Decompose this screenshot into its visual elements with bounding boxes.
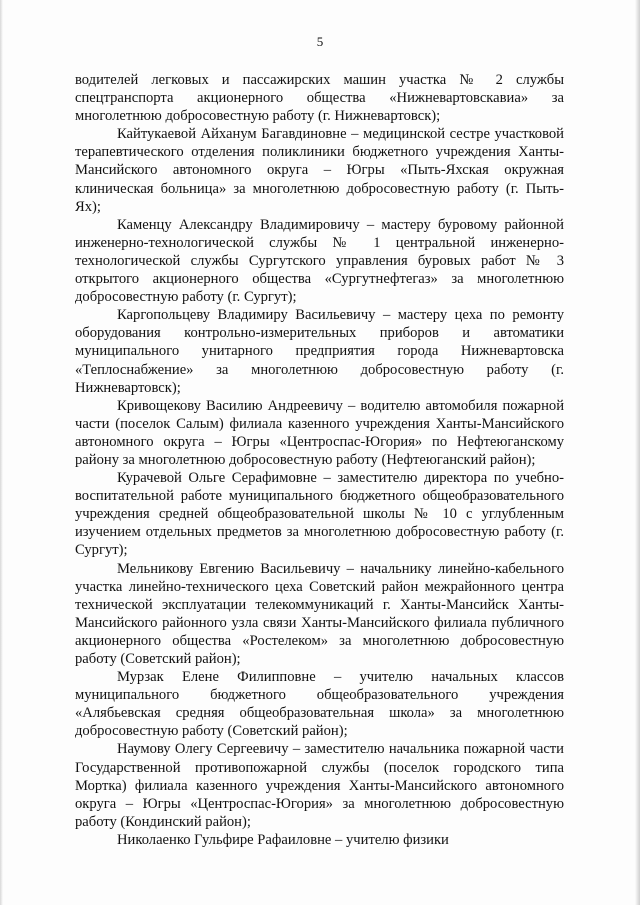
scan-edge-left — [0, 0, 3, 905]
document-body — [75, 71, 564, 849]
paragraph-kaitukaeva: Кайтукаевой Айханум Багавдиновне – медицинской сестре участковой терапевтического отделения поликлиники бюджетного учреждения Ханты-Мансийского автономного округа – Югры «Пыть-Яхская окружная клиническая больница» за многолетнюю добросовестную работу (г. Пыть-Ях); — [75, 126, 564, 215]
paragraph-krivoshchekov: Кривощекову Василию Андреевичу – водителю автомобиля пожарной части (поселок Салым) филиала казенного учреждения Ханты-Мансийского автономного округа – Югры «Центроспас-Югория» по Нефтеюганскому району за многолетнюю добросовестную работу (Нефтеюганский район); — [75, 397, 564, 468]
paragraph-naumov: Наумову Олегу Сергеевичу – заместителю начальника пожарной части Государственной противопожарной службы (поселок городского типа Мортка) филиала казенного учреждения Ханты-Мансийского автономного округа – Югры «Центроспас-Югория» за многолетнюю добросовестную работу (Кондинский район); — [75, 741, 564, 830]
paragraph-continuation: водителей легковых и пассажирских машин участка № 2 службы спецтранспорта акционерного общества «Нижневартовскавиа» за многолетнюю добросовестную работу (г. Нижневартовск); — [75, 72, 564, 125]
paragraph-kargopoltsev: Каргопольцеву Владимиру Васильевичу – мастеру цеха по ремонту оборудования контрольно-измерительных приборов и автоматики муниципального унитарного предприятия города Нижневартовска «Теплоснабжение» за многолетнюю добросовестную работу (г. Нижневартовск); — [75, 307, 564, 396]
paragraph-kamenets: Каменцу Александру Владимировичу – мастеру буровому районной инженерно-технологической службы № 1 центральной инженерно-технологической службы Сургутского управления буровых работ № 3 открытого акционерного общества «Сургутнефтегаз» за многолетнюю добросовестную работу (г. Сургут); — [75, 216, 564, 306]
scan-edge-right — [635, 0, 640, 905]
paragraph-murzak: Мурзак Елене Филипповне – учителю начальных классов муниципального бюджетного общеобразовательного учреждения «Алябьевская средняя общеобразовательная школа» за многолетнюю добросовестную работу (Советский район); — [75, 669, 564, 740]
paragraph-nikolaenko: Николаенко Гульфире Рафаиловне – учителю физики — [117, 831, 449, 848]
paragraph-melnikov: Мельникову Евгению Васильевичу – начальнику линейно-кабельного участка линейно-технического цеха Советский район межрайонного центра технической эксплуатации телекоммуникаций г. Ханты-Мансийск Ханты-Мансийского районного узла связи Ханты-Мансийского филиала публичного акционерного общества «Ростелеком» за многолетнюю добросовестную работу (Советский район); — [75, 560, 564, 667]
page-number: 5 — [316, 34, 324, 49]
paragraph-kuracheva: Курачевой Ольге Серафимовне – заместителю директора по учебно-воспитательной работе муниципального бюджетного общеобразовательного учреждения средней общеобразовательной школы № 10 с углубленным изучением отдельных предметов за многолетнюю добросовестную работу (г. Сургут); — [75, 470, 564, 559]
